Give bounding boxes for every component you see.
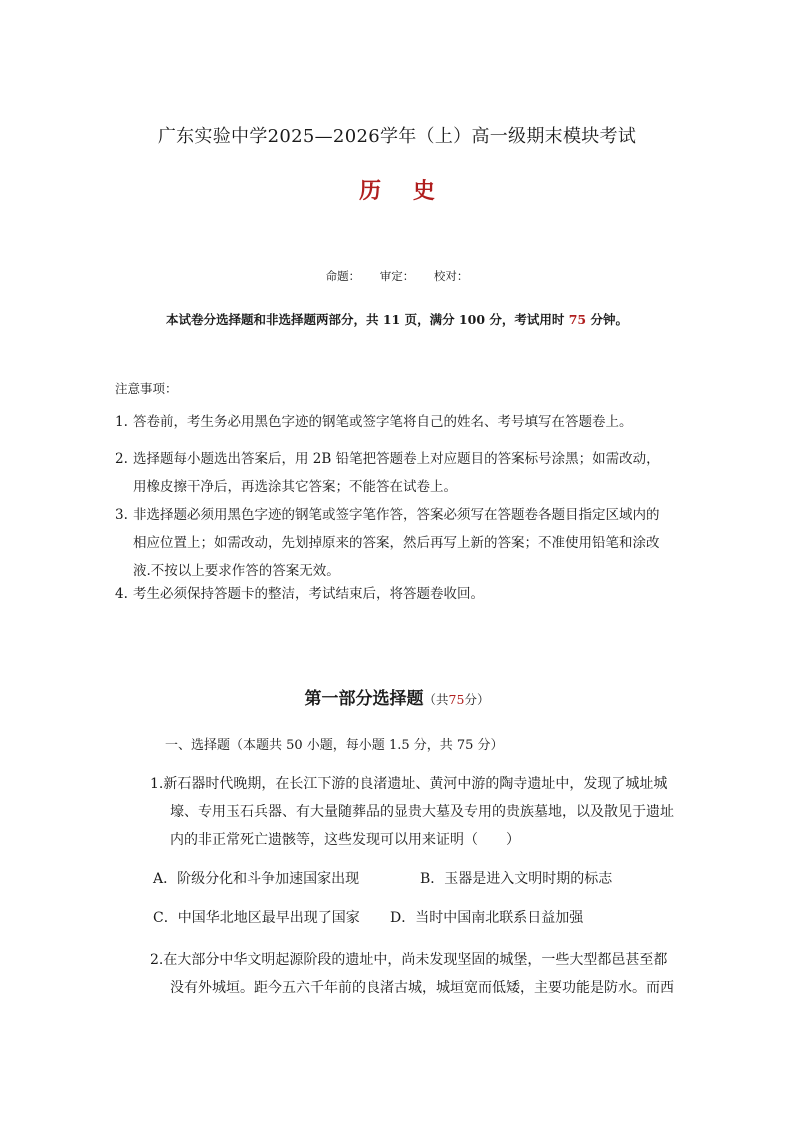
question-1: 1.新石器时代晚期，在长江下游的良渚遗址、黄河中游的陶寺遗址中，发现了城址城 壕、专用玉石兵器、有大量随葬品的显贵大墓及专用的贵族墓地，以及散见于遗址 内的非正常死亡遗骸等，这些发现可以用来证明（ ） <box>150 776 674 848</box>
section-score: 75 <box>448 692 465 707</box>
notice-item: 4. 考生必须保持答题卡的整洁，考试结束后，将答题卷收回。 <box>115 586 484 602</box>
notice-item: 3. 非选择题必须用黑色字迹的钢笔或签字笔作答，答案必须写在答题卷各题目指定区域内的 相应位置上；如需改动，先划掉原来的答案，然后再写上新的答案；不准使用铅笔和涂改 液.不按以上要求作答的答案无效。 <box>115 507 660 579</box>
option-d: D．当时中国南北联系日益加强 <box>390 910 584 926</box>
notice-item: 2. 选择题每小题选出答案后，用 2B 铅笔把答题卷上对应题目的答案标号涂黑；如需改动， 用橡皮擦干净后，再选涂其它答案；不能答在试卷上。 <box>115 451 660 495</box>
part-heading: 一、选择题（本题共 50 小题，每小题 1.5 分，共 75 分） <box>165 738 504 753</box>
section-title: 第一部分选择题（共75分） <box>304 689 490 709</box>
exam-minutes: 75 <box>568 312 587 327</box>
question-number: 1. <box>150 776 164 792</box>
notices-heading: 注意事项： <box>115 381 178 396</box>
subject-char: 史 <box>412 178 435 204</box>
option-b: B．玉器是进入文明时期的标志 <box>420 871 613 887</box>
option-a: A．阶级分化和斗争加速国家出现 <box>153 871 360 887</box>
exam-instructions-line: 本试卷分选择题和非选择题两部分，共 11 页，满分 100 分，考试用时 75 分钟。 <box>165 312 628 327</box>
option-c: C．中国华北地区最早出现了国家 <box>153 910 360 926</box>
question-2: 2.在大部分中华文明起源阶段的遗址中，尚未发现坚固的城堡，一些大型都邑甚至都 没有外城垣。距今五六千年前的良渚古城，城垣宽而低矮，主要功能是防水。而西 <box>150 952 674 996</box>
reviewer-label: 审定： <box>379 269 415 283</box>
proposer-label: 命题： <box>325 269 361 283</box>
author-meta <box>0 268 794 284</box>
exam-title: 广东实验中学2025—2026学年（上）高一级期末模块考试 <box>157 126 637 147</box>
checker-label: 校对： <box>433 269 469 283</box>
subject-char: 历 <box>359 178 382 204</box>
notice-item: 1. 答卷前，考生务必用黑色字迹的钢笔或签字笔将自己的姓名、考号填写在答题卷上。 <box>115 414 633 430</box>
subject-title <box>0 174 794 205</box>
question-number: 2. <box>150 952 164 968</box>
